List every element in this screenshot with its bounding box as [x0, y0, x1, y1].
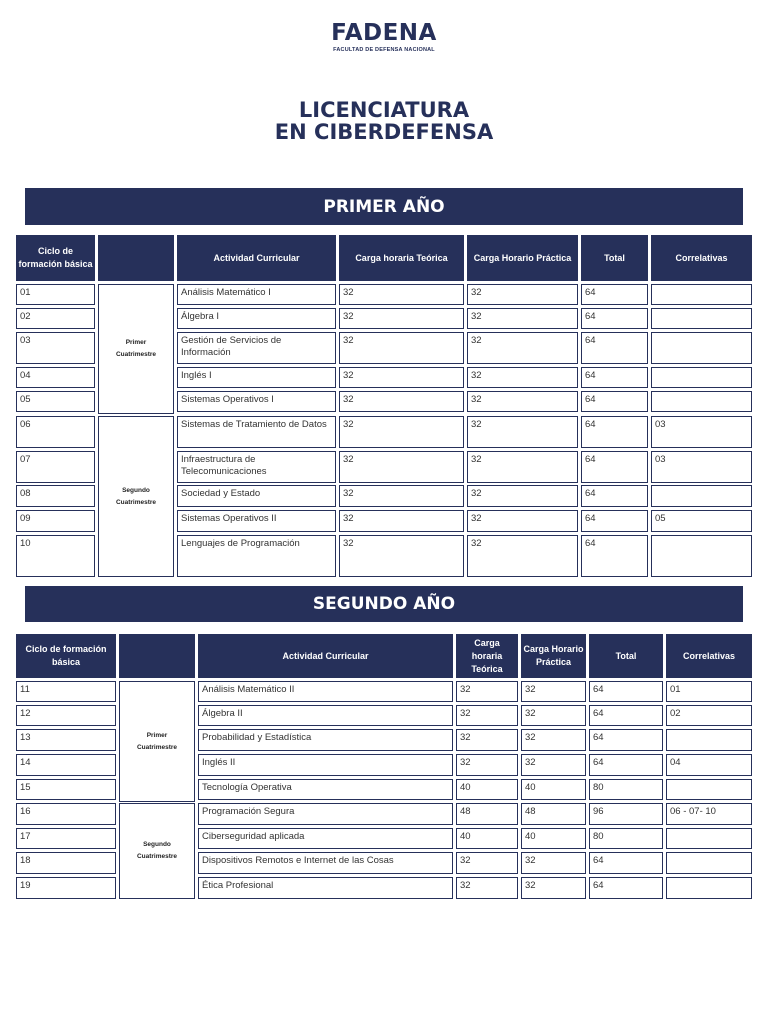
cell-total: 64 — [589, 754, 663, 776]
cell-total: 64 — [581, 485, 648, 507]
cell-practica: 32 — [521, 877, 586, 899]
cell-correlativas: 05 — [651, 510, 752, 532]
cell-total: 96 — [589, 803, 663, 825]
semester-ordinal: Segundo — [122, 486, 150, 494]
cell-teorica: 32 — [339, 535, 464, 577]
cell-teorica: 32 — [339, 332, 464, 364]
cell-total: 80 — [589, 828, 663, 849]
cell-num: 12 — [16, 705, 116, 726]
cell-correlativas — [666, 828, 752, 849]
header-blank — [119, 634, 195, 678]
cell-total: 64 — [589, 729, 663, 751]
cell-actividad: Sistemas Operativos I — [177, 391, 336, 412]
cell-total: 64 — [581, 367, 648, 388]
header-total: Total — [581, 235, 648, 281]
cell-num: 09 — [16, 510, 95, 532]
cell-num: 11 — [16, 681, 116, 702]
cell-practica: 32 — [521, 852, 586, 874]
cell-total: 64 — [581, 332, 648, 364]
cell-teorica: 32 — [339, 284, 464, 305]
header-ciclo: Ciclo de formación básica — [16, 235, 95, 281]
cell-num: 03 — [16, 332, 95, 364]
logo-subtitle: FACULTAD DE DEFENSA NACIONAL — [333, 47, 435, 53]
cell-teorica: 32 — [339, 510, 464, 532]
cell-correlativas — [651, 485, 752, 507]
cell-teorica: 32 — [339, 367, 464, 388]
logo-wordmark: FADENA — [331, 20, 437, 46]
cell-correlativas — [666, 852, 752, 874]
cell-actividad: Infraestructura de Telecomunicaciones — [177, 451, 336, 483]
cell-correlativas: 03 — [651, 416, 752, 448]
cell-total: 64 — [589, 877, 663, 899]
cell-actividad: Análisis Matemático I — [177, 284, 336, 305]
cell-teorica: 32 — [339, 416, 464, 448]
cell-actividad: Tecnología Operativa — [198, 779, 453, 800]
page-title-line2: EN CIBERDEFENSA — [274, 120, 494, 144]
cell-teorica: 32 — [339, 485, 464, 507]
cell-practica: 32 — [467, 510, 578, 532]
cell-actividad: Probabilidad y Estadística — [198, 729, 453, 751]
cell-practica: 32 — [467, 391, 578, 412]
year2-banner: SEGUNDO AÑO — [25, 586, 743, 622]
cell-correlativas — [666, 729, 752, 751]
cell-num: 16 — [16, 803, 116, 825]
cell-total: 80 — [589, 779, 663, 800]
cell-correlativas — [666, 877, 752, 899]
semester-ordinal: Primer — [125, 339, 147, 346]
cell-teorica: 32 — [456, 729, 518, 751]
header-teorica: Carga horaria Teórica — [456, 634, 518, 678]
cell-total: 64 — [589, 705, 663, 726]
cell-num: 07 — [16, 451, 95, 483]
cell-practica: 48 — [521, 803, 586, 825]
header-correlativas: Correlativas — [651, 235, 752, 281]
header-practica: Carga Horario Práctica — [521, 634, 586, 678]
semester-word: Cuatrimestre — [136, 853, 178, 860]
cell-num: 13 — [16, 729, 116, 751]
cell-practica: 32 — [467, 485, 578, 507]
cell-num: 05 — [16, 391, 95, 412]
cell-correlativas: 02 — [666, 705, 752, 726]
cell-total: 64 — [581, 510, 648, 532]
header-actividad: Actividad Curricular — [177, 235, 336, 281]
cell-total: 64 — [581, 391, 648, 412]
cell-practica: 32 — [467, 332, 578, 364]
cell-num: 08 — [16, 485, 95, 507]
cell-actividad: Programación Segura — [198, 803, 453, 825]
header-teorica: Carga horaria Teórica — [339, 235, 464, 281]
cell-num: 06 — [16, 416, 95, 448]
cell-teorica: 40 — [456, 779, 518, 800]
cell-correlativas — [651, 367, 752, 388]
cell-actividad: Dispositivos Remotos e Internet de las Cosas — [198, 852, 453, 874]
cell-practica: 32 — [467, 308, 578, 329]
cell-num: 15 — [16, 779, 116, 800]
cell-actividad: Gestión de Servicios de Información — [177, 332, 336, 364]
cell-practica: 32 — [521, 729, 586, 751]
cell-correlativas — [651, 332, 752, 364]
cell-correlativas — [666, 779, 752, 800]
cell-practica: 32 — [521, 754, 586, 776]
cell-actividad: Inglés I — [177, 367, 336, 388]
header-practica: Carga Horario Práctica — [467, 235, 578, 281]
header-ciclo: Ciclo de formación básica — [16, 634, 116, 678]
cell-correlativas — [651, 308, 752, 329]
cell-actividad: Lenguajes de Programación — [177, 535, 336, 577]
cell-total: 64 — [581, 284, 648, 305]
header-total: Total — [589, 634, 663, 678]
cell-actividad: Álgebra II — [198, 705, 453, 726]
cell-correlativas: 03 — [651, 451, 752, 483]
cell-actividad: Sistemas Operativos II — [177, 510, 336, 532]
cell-actividad: Álgebra I — [177, 308, 336, 329]
year1-banner: PRIMER AÑO — [25, 188, 743, 225]
cell-teorica: 32 — [456, 852, 518, 874]
cell-teorica: 48 — [456, 803, 518, 825]
semester-label — [119, 803, 195, 899]
cell-total: 64 — [581, 535, 648, 577]
semester-ordinal: Segundo — [143, 841, 171, 848]
semester-word: Cuatrimestre — [115, 498, 157, 506]
cell-actividad: Sociedad y Estado — [177, 485, 336, 507]
cell-teorica: 32 — [339, 451, 464, 483]
cell-total: 64 — [581, 416, 648, 448]
cell-practica: 32 — [521, 681, 586, 702]
cell-actividad: Inglés II — [198, 754, 453, 776]
cell-correlativas — [651, 391, 752, 412]
cell-num: 01 — [16, 284, 95, 305]
semester-label — [98, 284, 174, 414]
cell-actividad: Análisis Matemático II — [198, 681, 453, 702]
cell-teorica: 32 — [456, 754, 518, 776]
cell-practica: 32 — [467, 367, 578, 388]
cell-correlativas — [651, 535, 752, 577]
cell-teorica: 32 — [339, 308, 464, 329]
cell-num: 14 — [16, 754, 116, 776]
fadena-logo — [0, 20, 768, 53]
cell-num: 17 — [16, 828, 116, 849]
cell-total: 64 — [581, 451, 648, 483]
cell-num: 02 — [16, 308, 95, 329]
cell-teorica: 40 — [456, 828, 518, 849]
semester-label — [119, 681, 195, 802]
cell-num: 18 — [16, 852, 116, 874]
header-actividad: Actividad Curricular — [198, 634, 453, 678]
cell-total: 64 — [589, 852, 663, 874]
semester-label — [98, 416, 174, 577]
cell-num: 04 — [16, 367, 95, 388]
cell-practica: 40 — [521, 779, 586, 800]
cell-total: 64 — [589, 681, 663, 702]
cell-correlativas — [651, 284, 752, 305]
semester-word: Cuatrimestre — [115, 351, 157, 358]
semester-ordinal: Primer — [146, 731, 168, 739]
header-correlativas: Correlativas — [666, 634, 752, 678]
cell-num: 10 — [16, 535, 95, 577]
cell-actividad: Ciberseguridad aplicada — [198, 828, 453, 849]
cell-practica: 32 — [467, 535, 578, 577]
cell-teorica: 32 — [456, 681, 518, 702]
cell-practica: 32 — [467, 416, 578, 448]
cell-actividad: Ética Profesional — [198, 877, 453, 899]
cell-correlativas: 04 — [666, 754, 752, 776]
cell-teorica: 32 — [456, 705, 518, 726]
cell-practica: 40 — [521, 828, 586, 849]
header-blank — [98, 235, 174, 281]
cell-actividad: Sistemas de Tratamiento de Datos — [177, 416, 336, 448]
cell-practica: 32 — [467, 451, 578, 483]
cell-num: 19 — [16, 877, 116, 899]
cell-correlativas: 01 — [666, 681, 752, 702]
page-title-line1: LICENCIATURA — [298, 98, 470, 122]
semester-word: Cuatrimestre — [136, 743, 178, 751]
cell-teorica: 32 — [339, 391, 464, 412]
cell-total: 64 — [581, 308, 648, 329]
cell-practica: 32 — [521, 705, 586, 726]
cell-practica: 32 — [467, 284, 578, 305]
cell-teorica: 32 — [456, 877, 518, 899]
cell-correlativas: 06 - 07- 10 — [666, 803, 752, 825]
